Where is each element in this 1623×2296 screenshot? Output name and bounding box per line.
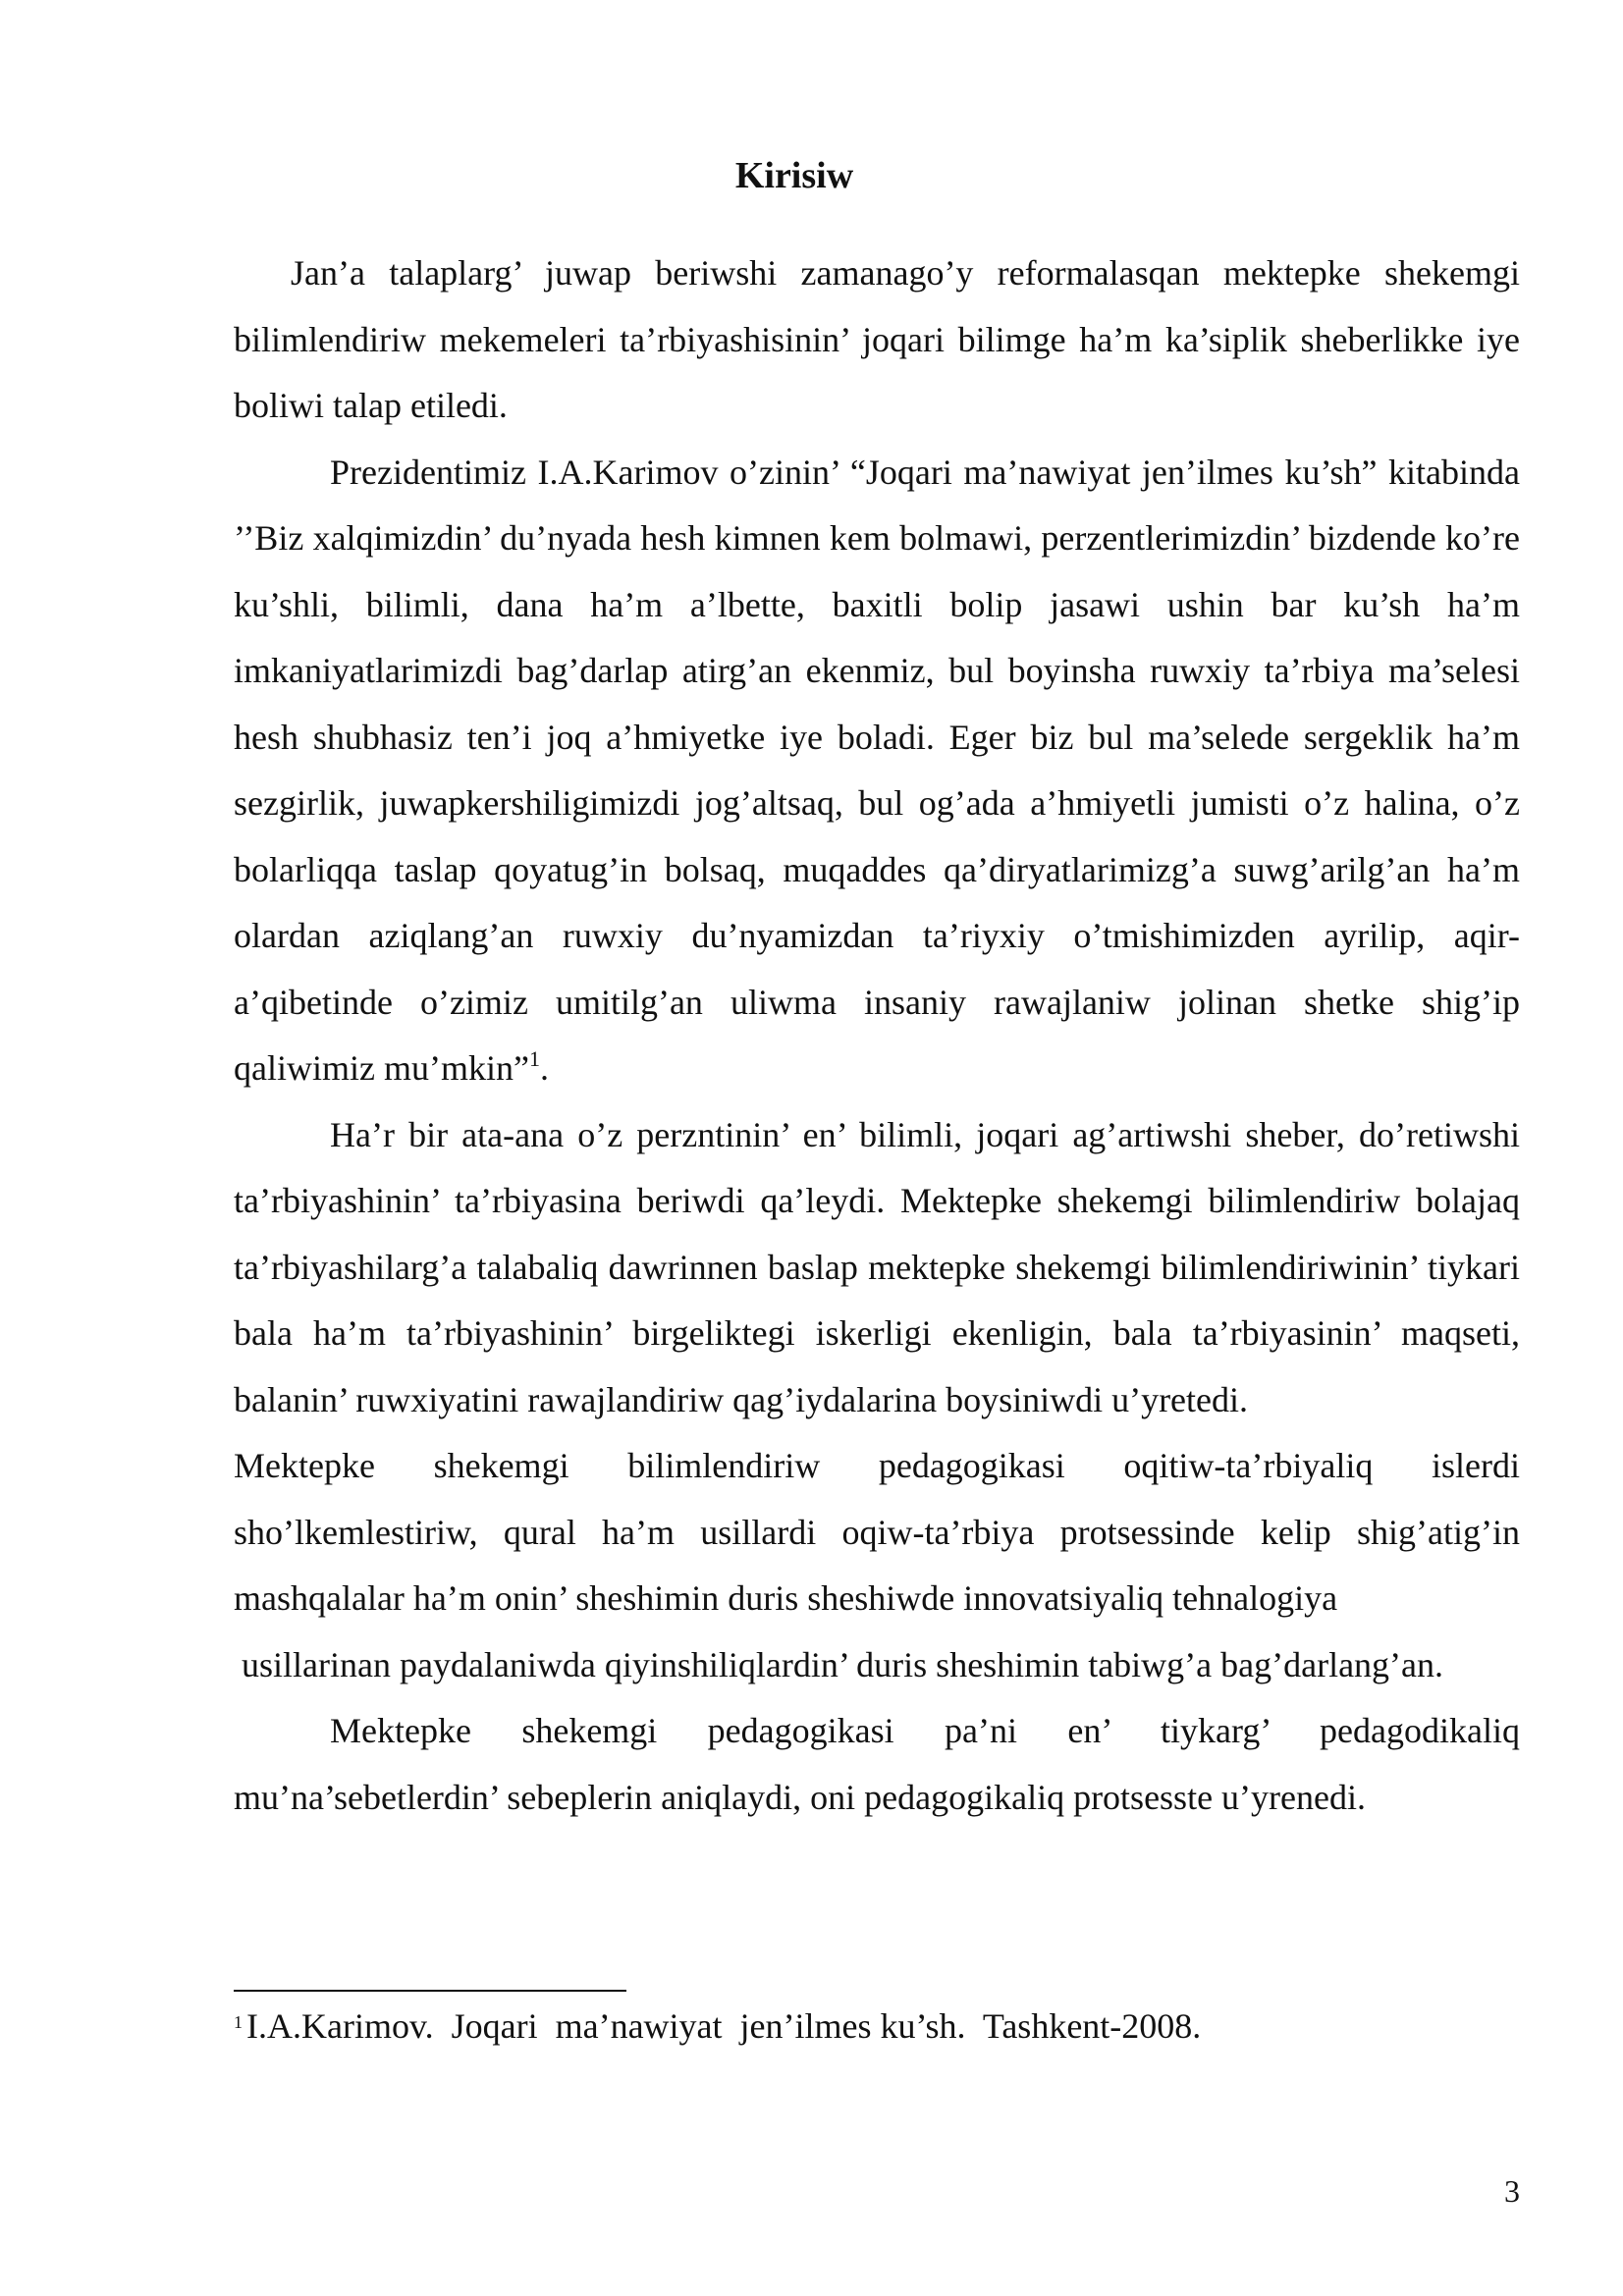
footnote-marker: 1	[234, 2012, 243, 2032]
page-number: 3	[1504, 2173, 1520, 2209]
paragraph-5: usillarinan paydalaniwda qiyinshiliqlardin’ duris sheshimin tabiwg’a bag’darlang’an.	[242, 1644, 1444, 1684]
paragraph-1: Jan’a talaplarg’ juwap beriwshi zamanago’y reformalasqan mektepke shekemgi bilimlendiriw mekemeleri ta’rbiyashisinin’ joqari bilimge ha’m ka’siplik sheberlikke iye boliwi talap etiledi.	[234, 253, 1520, 425]
section-title: Kirisiw	[734, 155, 854, 196]
footnote-reference-suffix: .	[539, 1048, 549, 1088]
footnote-reference: 1	[528, 1046, 540, 1071]
body-text	[234, 240, 1520, 1831]
footnote	[234, 2002, 1520, 2050]
paragraph-3: Ha’r bir ata-ana o’z perzntinin’ en’ bilimli, joqari ag’artiwshi sheber, do’retiwshi ta’rbiyashinin’ ta’rbiyasina beriwdi qa’leydi. Mektepke shekemgi bilimlendiriw bolajaq ta’rbiyashilarg’a talabaliq dawrinnen baslap mektepke shekemgi bilimlendiriwinin’ tiykari bala ha’m ta’rbiyashinin’ birgeliktegi iskerligi ekenligin, bala ta’rbiyasinin’ maqseti, balanin’ ruwxiyatini rawajlandiriw qag’iydalarina boysiniwdi u’yretedi.	[234, 1114, 1520, 1419]
footnote-text: I.A.Karimov. Joqari ma’nawiyat jen’ilmes ku’sh. Tashkent-2008.	[246, 2006, 1202, 2046]
paragraph-6: Mektepke shekemgi pedagogikasi pa’ni en’ tiykarg’ pedagodikaliq mu’na’sebetlerdin’ sebeplerin aniqlaydi, oni pedagogikaliq protsesste u’yrenedi.	[234, 1711, 1520, 1817]
paragraph-2	[234, 440, 1520, 1102]
paragraph-4: Mektepke shekemgi bilimlendiriw pedagogikasi oqitiw-ta’rbiyaliq islerdi sho’lkemlestiriw, qural ha’m usillardi oqiw-ta’rbiya protsessinde kelip shig’atig’in mashqalalar ha’m onin’ sheshimin duris sheshiwde innovatsiyaliq tehnalogiya	[234, 1446, 1520, 1618]
footnote-separator	[234, 1990, 626, 1992]
paragraph-2-text: Prezidentimiz I.A.Karimov o’zinin’ “Joqari ma’nawiyat jen’ilmes ku’sh” kitabinda ’’Biz xalqimizdin’ du’nyada hesh kimnen kem bolmawi, perzentlerimizdin’ bizdende ko’re ku’shli, bilimli, dana ha’m a’lbette, baxitli bolip jasawi ushin bar ku’sh ha’m imkaniyatlarimizdi bag’darlap atirg’an ekenmiz, bul boyinsha ruwxiy ta’rbiya ma’selesi hesh shubhasiz ten’i joq a’hmiyetke iye boladi. Eger biz bul ma’selede sergeklik ha’m sezgirlik, juwapkershiligimizdi jog’altsaq, bul og’ada a’hmiyetli jumisti o’z halina, o’z bolarliqqa taslap qoyatug’in bolsaq, muqaddes qa’diryatlarimizg’a suwg’arilg’an ha’m olardan aziqlang’an ruwxiy du’nyamizdan ta’riyxiy o’tmishimizden ayrilip, aqir-a’qibetinde o’zimiz umitilg’an uliwma insaniy rawajlaniw jolinan shetke shig’ip qaliwimiz mu’mkin”	[234, 452, 1520, 1088]
